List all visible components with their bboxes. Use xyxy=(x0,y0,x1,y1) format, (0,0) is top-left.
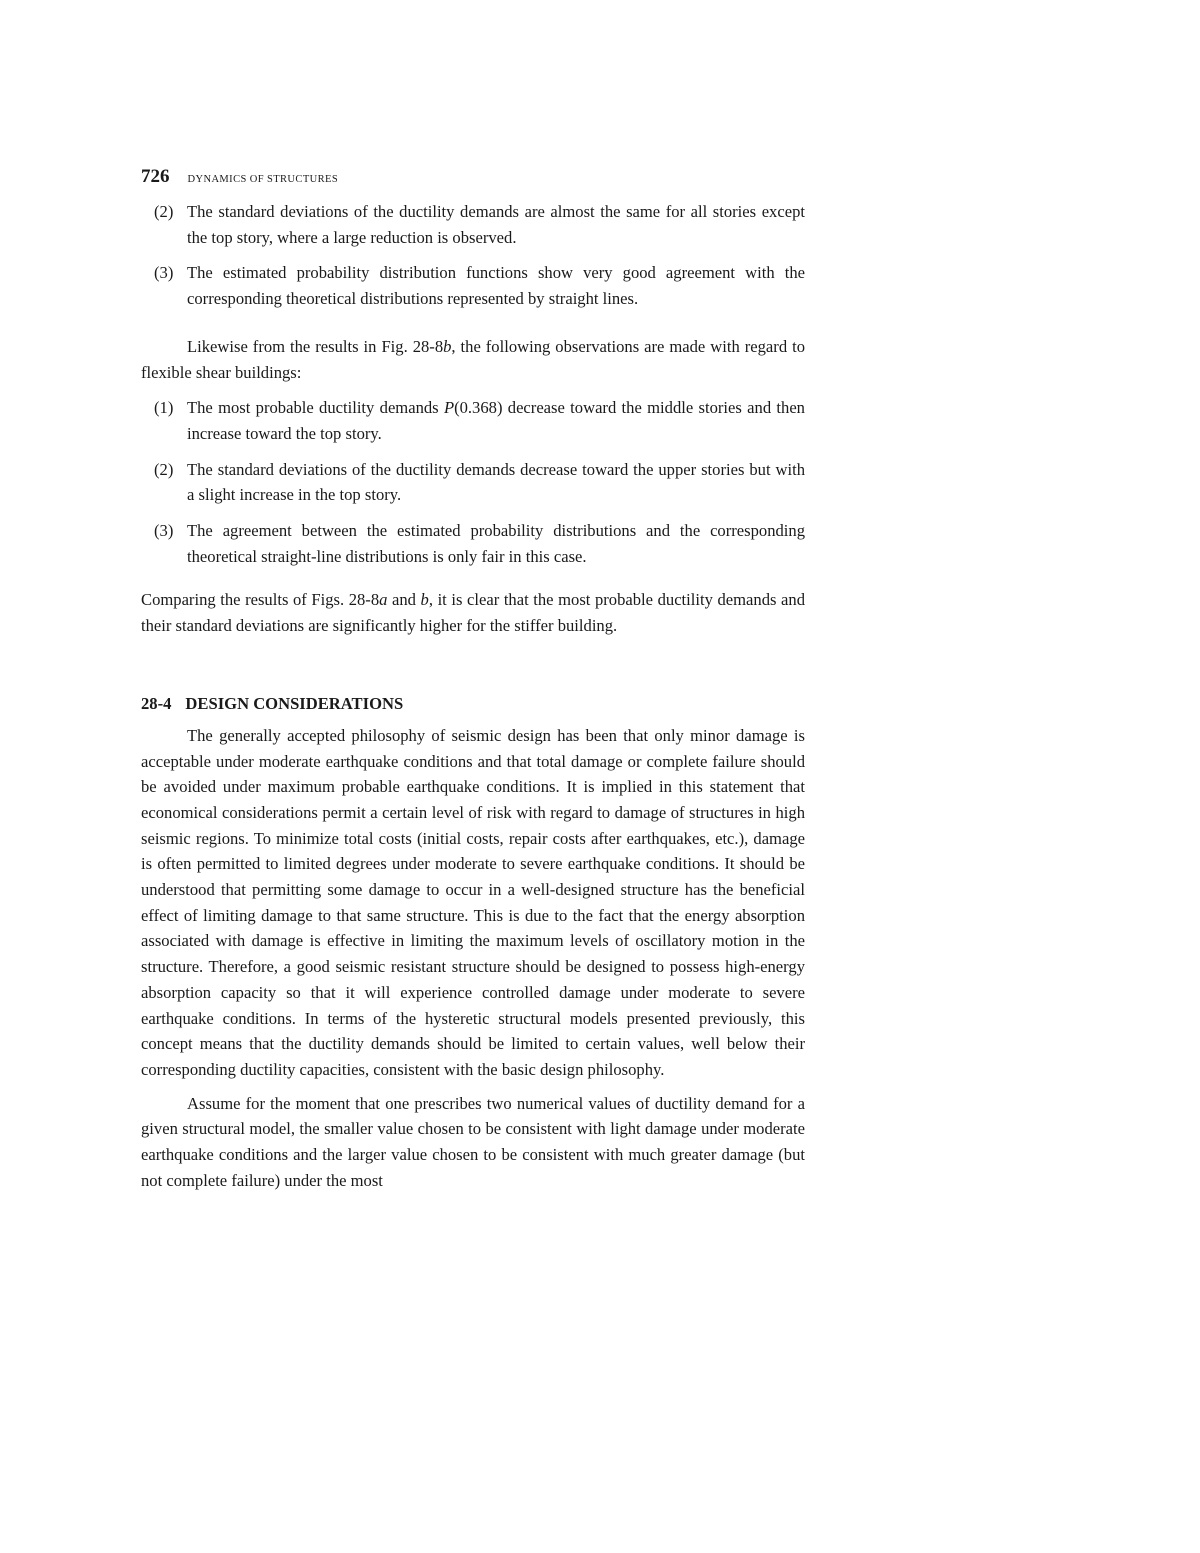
book-title: DYNAMICS OF STRUCTURES xyxy=(187,174,339,185)
observation-list-stiff xyxy=(141,199,805,312)
italic-run: P xyxy=(443,398,455,418)
paragraph-likewise xyxy=(141,334,805,385)
item-text: The standard deviations of the ductility demands decrease toward the upper stories but with a slight increase in the top story. xyxy=(187,459,805,505)
item-number: (2) xyxy=(154,459,174,479)
page xyxy=(141,163,805,1194)
list-item xyxy=(141,395,805,446)
paragraph-comparing xyxy=(141,587,805,638)
list-item xyxy=(141,518,805,569)
text-run: The most probable ductility demands xyxy=(187,398,444,418)
italic-run: b xyxy=(443,336,452,356)
italic-run: b xyxy=(420,590,429,610)
running-head xyxy=(141,163,805,191)
item-text xyxy=(187,395,805,446)
observation-list-flexible xyxy=(141,395,805,569)
list-item xyxy=(141,457,805,508)
section-number: 28-4 xyxy=(141,693,172,713)
list-item xyxy=(141,260,805,311)
paragraph-ductility-values: Assume for the moment that one prescribes two numerical values of ductility demand for a given structural model, the smaller value chosen to be consistent with light damage under moderate earthquake conditions and the larger value chosen to be consistent with much greater damage (but not complete failure) under the most xyxy=(141,1093,805,1190)
text-run: Comparing the results of Figs. 28-8 xyxy=(141,590,380,610)
text-run: , it is clear that the most probable ductility demands and their standard deviations are significantly higher for the stiffer building. xyxy=(141,590,806,636)
item-text: The estimated probability distribution functions show very good agreement with the corresponding theoretical distributions represented by straight lines. xyxy=(187,263,805,309)
item-number: (1) xyxy=(154,398,174,418)
italic-run: a xyxy=(379,590,388,610)
item-number: (2) xyxy=(154,202,174,221)
text-run: , the following observations are made with regard to flexible shear buildings: xyxy=(141,336,805,382)
section-heading xyxy=(141,691,805,717)
text-run: Likewise from the results in Fig. 28-8 xyxy=(187,336,444,356)
paragraph-design-philosophy: The generally accepted philosophy of seismic design has been that only minor damage is acceptable under moderate earthquake conditions and that total damage or complete failure should be avoided under maximum probable earthquake conditions. It is implied in this statement that economical considerations permit a certain level of risk with regard to damage of structures in high seismic regions. To minimize total costs (initial costs, repair costs after earthquakes, etc.), damage is often permitted to limited degrees under moderate to severe earthquake conditions. It should be understood that permitting some damage to occur in a well-designed structure has the beneficial effect of limiting damage to that same structure. This is due to the fact that the energy absorption associated with damage is effective in limiting the maximum levels of oscillatory motion in the structure. Therefore, a good seismic resistant structure should be designed to possess high-energy absorption capacity so that it will experience controlled damage under moderate to severe earthquake conditions. In terms of the hysteretic structural models presented previously, this concept means that the ductility demands should be limited to certain values, well below their corresponding ductility capacities, consistent with the basic design philosophy. xyxy=(141,725,805,1079)
item-text: The standard deviations of the ductility demands are almost the same for all stories except the top story, where a large reduction is observed. xyxy=(187,202,805,247)
page-number: 726 xyxy=(141,166,170,187)
list-item xyxy=(141,199,805,250)
item-text: The agreement between the estimated probability distributions and the corresponding theoretical straight-line distributions is only fair in this case. xyxy=(187,521,805,566)
text-run: and xyxy=(387,590,421,610)
text-run: (0.368) decrease toward the middle stories and then increase toward the top story. xyxy=(187,398,805,443)
item-number: (3) xyxy=(154,263,174,283)
section-title: DESIGN CONSIDERATIONS xyxy=(185,693,404,713)
item-number: (3) xyxy=(154,521,174,541)
